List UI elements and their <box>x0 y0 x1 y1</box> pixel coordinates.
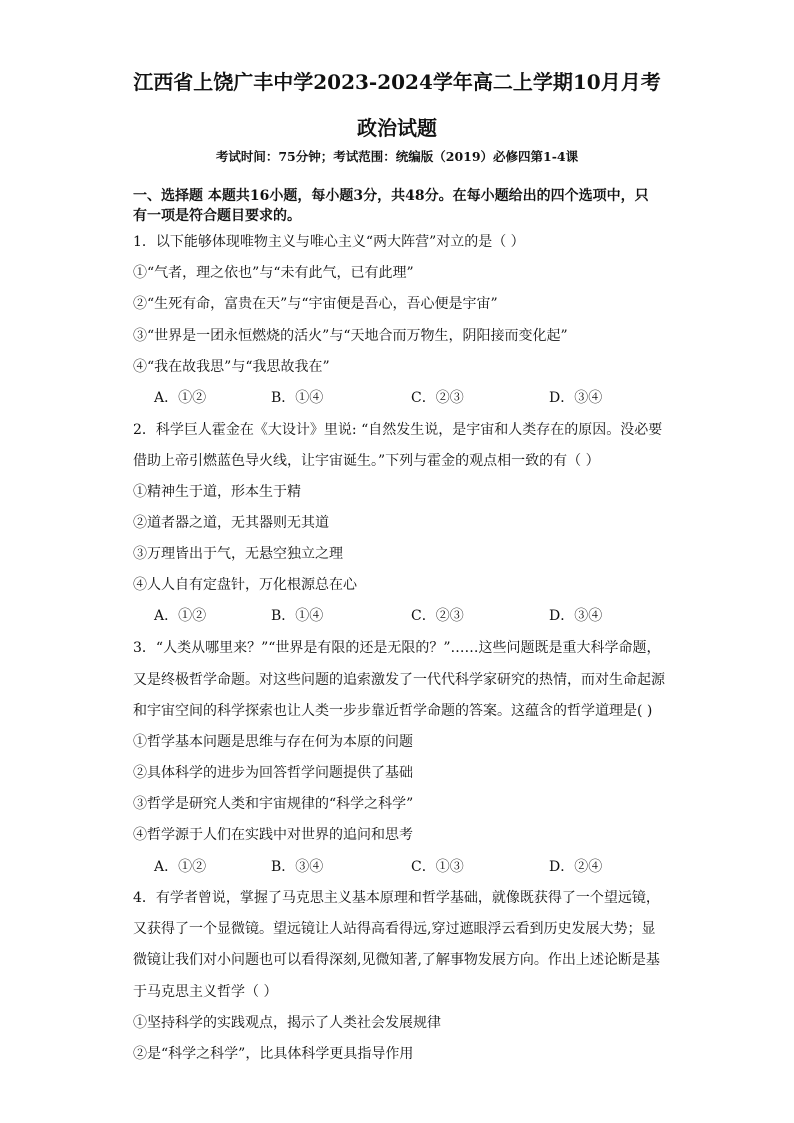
question-3-option-d: D．②④ <box>549 859 603 875</box>
question-2-option-a: A．①② <box>154 608 207 624</box>
question-1-statement-4: ④“我在故我思”与“我思故我在” <box>133 359 330 375</box>
question-4-stem-line2: 又获得了一个显微镜。望远镜让人站得高看得远,穿过遮眼浮云看到历史发展大势；显 <box>133 921 656 937</box>
question-2-stem-line1: 2．科学巨人霍金在《大设计》里说: “自然发生说，是宇宙和人类存在的原因。没必要 <box>133 422 663 438</box>
exam-info: 考试时间：75分钟；考试范围：统编版（2019）必修四第1-4课 <box>215 149 579 164</box>
question-1-option-d: D．③④ <box>549 390 603 406</box>
question-2-statement-2: ②道者器之道，无其器则无其道 <box>133 515 329 531</box>
question-3-statement-3: ③哲学是研究人类和宇宙规律的“科学之科学” <box>133 796 414 812</box>
question-2-stem-line2: 借助上帝引燃蓝色导火线，让宇宙诞生。”下列与霍金的观点相一致的有（ ） <box>133 453 600 469</box>
question-1-statement-1: ①“气者，理之依也”与“未有此气，已有此理” <box>133 265 414 281</box>
question-2-option-c: C．②③ <box>411 608 464 624</box>
question-2-option-d: D．③④ <box>549 608 603 624</box>
question-4-statement-1: ①坚持科学的实践观点，揭示了人类社会发展规律 <box>133 1015 441 1031</box>
exam-title-line1: 江西省上饶广丰中学2023-2024学年高二上学期10月月考 <box>133 70 661 94</box>
question-1-option-b: B．①④ <box>271 390 324 406</box>
question-4-stem-line3: 微镜让我们对小问题也可以看得深刻,见微知著,了解事物发展方向。作出上述论断是基 <box>133 952 660 968</box>
question-2-statement-4: ④人人自有定盘针，万化根源总在心 <box>133 577 357 593</box>
question-3-stem-line2: 又是终极哲学命题。对这些问题的追索激发了一代代科学家研究的热情，而对生命起源 <box>133 672 665 688</box>
question-3-stem-line3: 和宇宙空间的科学探索也让人类一步步靠近哲学命题的答案。这蕴含的哲学道理是( ) <box>133 703 653 719</box>
question-2-statement-1: ①精神生于道，形本生于精 <box>133 484 301 500</box>
question-2-option-b: B．①④ <box>271 608 324 624</box>
question-4-statement-2: ②是“科学之科学”，比具体科学更具指导作用 <box>133 1046 414 1062</box>
question-1-statement-2: ②“生死有命，富贵在天”与“宇宙便是吾心，吾心便是宇宙” <box>133 296 498 312</box>
question-1-option-c: C．②③ <box>411 390 464 406</box>
question-4-stem-line1: 4．有学者曾说，掌握了马克思主义基本原理和哲学基础，就像既获得了一个望远镜， <box>133 890 660 906</box>
question-3-statement-1: ①哲学基本问题是思维与存在何为本原的问题 <box>133 734 413 750</box>
question-3-statement-2: ②具体科学的进步为回答哲学问题提供了基础 <box>133 765 413 781</box>
section-instruction-line2: 有一项是符合题目要求的。 <box>133 208 301 224</box>
question-3-statement-4: ④哲学源于人们在实践中对世界的追问和思考 <box>133 827 413 843</box>
question-3-option-b: B．③④ <box>271 859 324 875</box>
question-1-stem: 1．以下能够体现唯物主义与唯心主义“两大阵营”对立的是（ ） <box>133 234 525 250</box>
question-3-option-a: A．①② <box>154 859 207 875</box>
question-3-option-c: C．①③ <box>411 859 464 875</box>
question-1-option-a: A．①② <box>154 390 207 406</box>
exam-title-line2: 政治试题 <box>357 116 437 140</box>
question-1-statement-3: ③“世界是一团永恒燃烧的活火”与“天地合而万物生，阴阳接而变化起” <box>133 328 568 344</box>
section-instruction-line1: 一、选择题 本题共16小题，每小题3分，共48分。在每小题给出的四个选项中，只 <box>133 188 649 204</box>
question-2-statement-3: ③万理皆出于气，无悬空独立之理 <box>133 546 343 562</box>
question-3-stem-line1: 3．“人类从哪里来？”“世界是有限的还是无限的？”……这些问题既是重大科学命题， <box>133 640 661 656</box>
question-4-stem-line4: 于马克思主义哲学（ ） <box>133 984 278 1000</box>
